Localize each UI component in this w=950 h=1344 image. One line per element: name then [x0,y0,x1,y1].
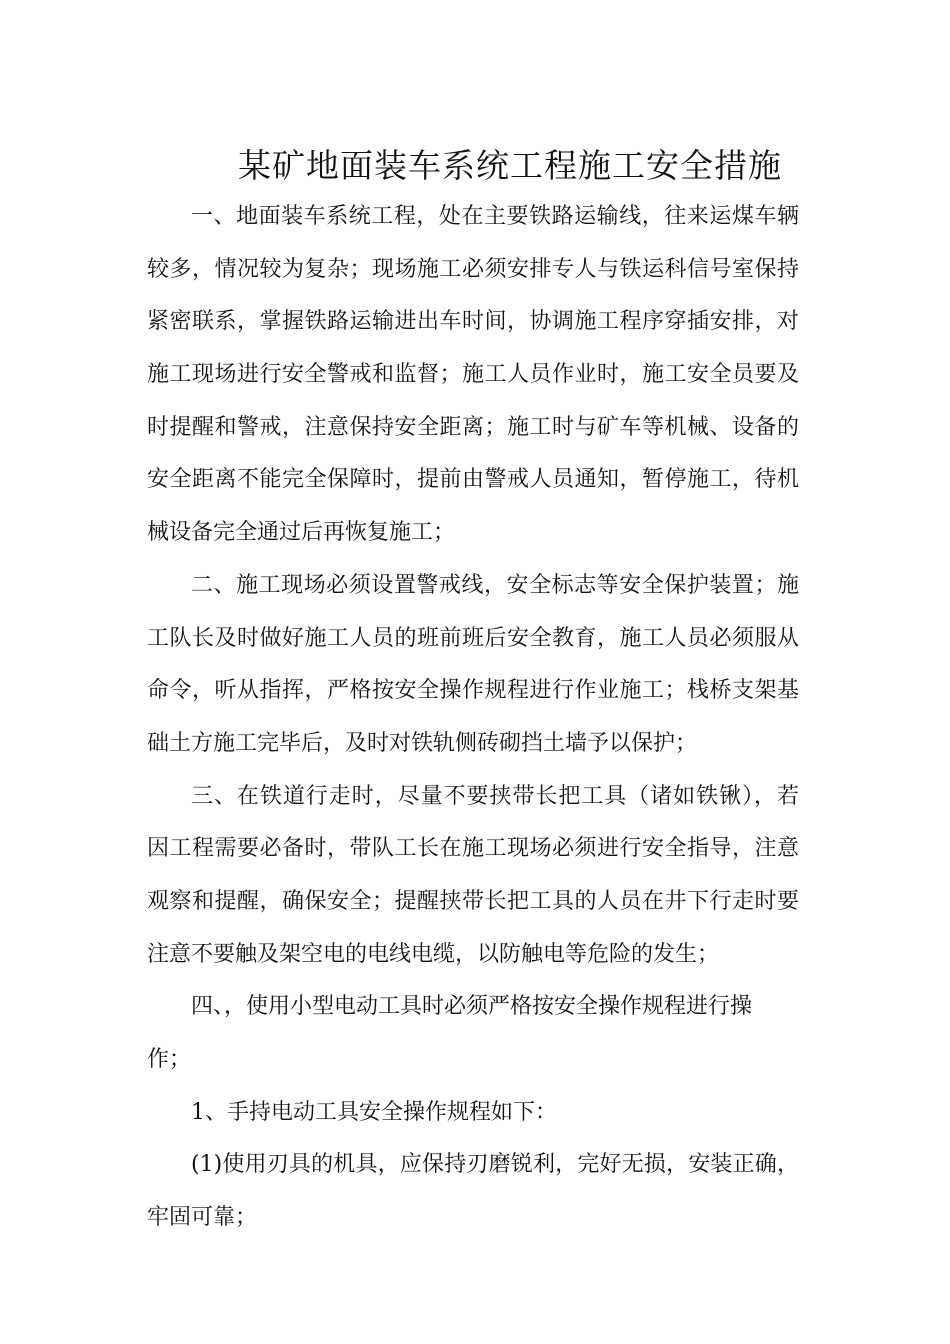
paragraph-6 [147,1139,799,1244]
text-line: 械设备完全通过后再恢复施工； [147,520,456,546]
text-line: 牢固可靠； [147,1205,258,1231]
text-line: (1)使用刃具的机具，应保持刃磨锐利，完好无损，安装正确， [191,1152,799,1178]
document-body [147,191,799,1245]
text-line: 四、，使用小型电动工具时必须严格按安全操作规程进行操 [191,994,753,1020]
text-line: 紧密联系，掌握铁路运输进出车时间，协调施工程序穿插安排，对 [147,309,799,335]
paragraph-1 [147,191,799,560]
text-line: 观察和提醒，确保安全；提醒挟带长把工具的人员在井下行走时要 [147,888,799,914]
paragraph-5 [147,1087,799,1140]
text-line: 施工现场进行安全警戒和监督；施工人员作业时，施工安全员要及 [147,362,799,388]
text-line: 较多，情况较为复杂；现场施工必须安排专人与铁运科信号室保持 [147,256,799,282]
paragraph-3 [147,771,799,982]
text-line: 三、在铁道行走时，尽量不要挟带长把工具（诸如铁锹），若 [191,783,799,809]
document-title: 某矿地面装车系统工程施工安全措施 [238,146,782,186]
text-line: 安全距离不能完全保障时，提前由警戒人员通知，暂停施工，待机 [147,467,799,493]
text-line: 因工程需要必备时，带队工长在施工现场必须进行安全指导，注意 [147,836,799,862]
text-line: 础土方施工完毕后，及时对铁轨侧砖砌挡土墙予以保护； [147,730,698,756]
text-line: 时提醒和警戒，注意保持安全距离；施工时与矿车等机械、设备的 [147,414,799,440]
paragraph-2 [147,560,799,771]
text-line: 注意不要触及架空电的电线电缆，以防触电等危险的发生； [147,941,720,967]
text-line: 一、地面装车系统工程，处在主要铁路运输线，往来运煤车辆 [191,204,799,229]
text-line: 工队长及时做好施工人员的班前班后安全教育，施工人员必须服从 [147,625,799,651]
text-line: 二、施工现场必须设置警戒线，安全标志等安全保护装置；施 [191,572,799,598]
text-line: 命令，听从指挥，严格按安全操作规程进行作业施工；栈桥支架基 [147,678,799,704]
text-line: 作； [147,1047,192,1072]
text-line: 1、手持电动工具安全操作规程如下： [191,1099,557,1125]
paragraph-4 [147,981,799,1086]
